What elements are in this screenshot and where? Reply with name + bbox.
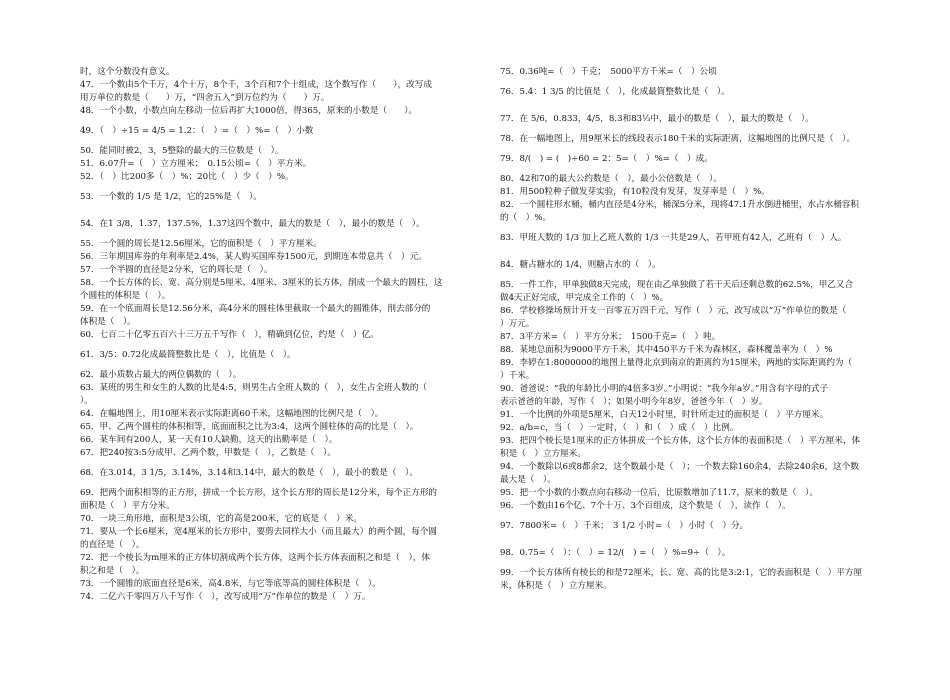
question-line: 做4天正好完成，甲完成全工作的（ ）%。 bbox=[500, 293, 669, 303]
question-line: 93．把四个棱长是1厘米的正方体拼成一个长方体，这个长方体的表面积是（ ）平方厘米，体 bbox=[500, 436, 861, 446]
question-line: 88．某地总面积为9000平方千米，其中450平方千米为森林区，森林覆盖率为（ ）% bbox=[500, 345, 833, 355]
question-line: 72．把一个棱长为m厘米的正方体切割成两个长方体，这两个长方体表面积之和是（ ），体 bbox=[80, 553, 430, 563]
question-line: 64．在幅地图上，用10厘米表示实际距离60千米，这幅地图的比例尺是（ ）。 bbox=[80, 409, 384, 419]
question-line: 48．一个小数，小数点向左移动一位后再扩大1000倍，得365，原来的小数是（ ）。 bbox=[80, 106, 418, 116]
question-line: 95．把一个小数的小数点向右移动一位后，比原数增加了11.7，原来的数是（ ）。 bbox=[500, 488, 818, 498]
question-line: 67．把240按3:5分成甲、乙两个数，甲数是（ ），乙数是（ ）。 bbox=[80, 448, 337, 458]
spacer bbox=[500, 126, 892, 133]
question-line: 65．甲、乙两个圆柱的体积相等，底面面积之比为3:4，这两个圆柱体的高的比是（ ）。 bbox=[80, 422, 419, 432]
spacer bbox=[500, 540, 892, 547]
question-line: 面积是（ ）平方分米。 bbox=[80, 501, 175, 511]
question-line: 86．学校修操场预计开支一百零五万四千元，写作（ ）元，改写成以“万”作单位的数是（ bbox=[500, 306, 847, 316]
question-line: 58．一个长方体的长、宽、高分别是5厘米、4厘米、3厘米的长方体，削成一个最大的圆柱，这 bbox=[80, 278, 443, 288]
question-line: ）千米。 bbox=[500, 371, 535, 381]
spacer bbox=[500, 99, 892, 106]
question-line: 米，体积是（ ）立方厘米。 bbox=[500, 581, 612, 591]
question-line: 69．把两个面积相等的正方形，拼成一个长方形，这个长方形的周长是12分米，每个正方形的 bbox=[80, 488, 438, 498]
question-line: 52．（ ）比200多（ ）%；20比（ ）少（ ）%。 bbox=[80, 172, 294, 182]
spacer bbox=[80, 184, 460, 191]
spacer bbox=[500, 106, 892, 113]
spacer bbox=[80, 204, 460, 211]
question-line: 77．在 5/6，0.833，4/5，8.3和83⅓中，最小的数是（ ），最大的数是（ ）。 bbox=[500, 114, 814, 124]
spacer bbox=[500, 560, 892, 567]
question-line: ）。 bbox=[80, 396, 93, 406]
question-line: 积之和是（ ）。 bbox=[80, 566, 145, 576]
question-line: 80．42和70的最大公约数是（ ），最小公倍数是（ ）。 bbox=[500, 174, 722, 184]
question-line: 92．a/b=c，当（ ）一定时，（ ）和（ ）成（ ）比例。 bbox=[500, 423, 739, 433]
question-line: 61．3/5：0.72化成最简整数比是（ ），比值是（ ）。 bbox=[80, 350, 296, 360]
question-line: 59．在一个底面周长是12.56分米，高4分米的圆柱体里截取一个最大的圆锥体，削去部分的 bbox=[80, 304, 431, 314]
spacer bbox=[500, 272, 892, 279]
spacer bbox=[80, 118, 460, 125]
question-line: 68．在3.014，3 1/5，3.14%，3.14和3.14中，最大的数是（ ），最小的数是（ ）。 bbox=[80, 468, 418, 478]
question-line: 51．6.07升=（ ）立方厘米； 0.15公顷=（ ）平方米。 bbox=[80, 159, 312, 169]
spacer bbox=[80, 211, 460, 218]
question-line: 56．三年期国库券的年利率是2.4%，某人购买国库券1500元，到期连本带息共（ ）元。 bbox=[80, 252, 427, 262]
question-line: ）万元。 bbox=[500, 319, 535, 329]
question-line: 97．7800米=（ ）千米； 3 1/2 小时=（ ）小时（ ）分。 bbox=[500, 521, 749, 531]
question-line: 个圆柱的体积是（ ）。 bbox=[80, 291, 171, 301]
spacer bbox=[500, 225, 892, 232]
question-line: 84．糖占糖水的 1/4，则糖占水的（ ）。 bbox=[500, 260, 661, 270]
spacer bbox=[80, 138, 460, 145]
question-line: 98．0.75=（ ）：（ ）= 12/( ) =（ ）%=9÷（ ）。 bbox=[500, 548, 731, 558]
spacer bbox=[80, 362, 460, 369]
question-line: 82．一个圆柱形水桶，桶内直径是4分米，桶深5分米，现将47.1升水倒进桶里，水占水桶容积 bbox=[500, 200, 859, 210]
spacer bbox=[80, 480, 460, 487]
question-line: 94．一个数除以6或8都余2，这个数最小是（ ）；一个数去除160余4，去除240余6，这个数 bbox=[500, 462, 859, 472]
spacer bbox=[500, 513, 892, 520]
question-line: 91．一个比例的外项是5厘米，白天12小时里，时针所走过的面积是（ ）平方厘米。 bbox=[500, 410, 829, 420]
right-column bbox=[500, 66, 892, 593]
question-line: 73．一个圆锥的底面直径是6米，高4.8米，与它等底等高的圆柱体积是（ ）。 bbox=[80, 579, 381, 589]
question-line: 49．（ ）÷15 = 4/5 = 1.2：（ ）=（ ）%=（ ）小数 bbox=[80, 126, 314, 136]
question-line: 最大是（ ）。 bbox=[500, 475, 556, 485]
question-line: 时，这个分数没有意义。 bbox=[80, 67, 175, 77]
question-line: 55．一个圆的周长是12.56厘米，它的面积是（ ）平方厘米。 bbox=[80, 239, 322, 249]
question-line: 90．爸爸说：“我的年龄比小明的4倍多3岁。”小明说：“我今年a岁。”用含有字母的式子 bbox=[500, 384, 829, 394]
question-line: 60．七百二十亿零五百六十三万五千写作（ ），精确到亿位，约是（ ）亿。 bbox=[80, 330, 379, 340]
spacer bbox=[80, 460, 460, 467]
question-line: 57．一个半圆的直径是2分米，它的周长是（ ）。 bbox=[80, 265, 273, 275]
question-line: 75．0.36吨=（ ）千克； 5000平方千米=（ ）公顷 bbox=[500, 67, 717, 77]
question-line: 83．甲班人数的 1/3 加上乙班人数的 1/3 一共是29人，若甲班有42人，乙班有（ ）人。 bbox=[500, 233, 847, 243]
spacer bbox=[500, 146, 892, 153]
question-line: 79．8/( ) = ( )÷60 = 2：5=（ ）%=（ ）成。 bbox=[500, 154, 713, 164]
question-line: 用万单位的数是（ ）万，“四舍五入”到万位约为（ ）万。 bbox=[80, 93, 330, 103]
question-line: 53．一个数的 1/5 是 1/2，它的25%是（ ）。 bbox=[80, 192, 262, 202]
question-line: 99．一个长方体所有棱长的和是72厘米，长、宽、高的比是3:2:1，它的表面积是（ ）平方厘 bbox=[500, 568, 863, 578]
question-line: 54．在1 3/8，1.37，137.5%，1.37这四个数中，最大的数是（ ），最小的数是（ ）。 bbox=[80, 219, 425, 229]
spacer bbox=[500, 533, 892, 540]
question-line: 87．3平方米=（ ）平方分米； 1500千克=（ ）吨。 bbox=[500, 332, 721, 342]
question-line: 70．一块三角形地，面积是3公顷，它的高是200米，它的底是（ ）米。 bbox=[80, 514, 363, 524]
question-line: 表示爸爸的年龄，写作（ ）；如果小明今年8岁，爸爸今年（ ）岁。 bbox=[500, 397, 768, 407]
question-line: 89．李婷在1:8000000的地图上量得北京到南京的距离约为15厘米，两地的实际距离约为（ bbox=[500, 358, 853, 368]
spacer bbox=[500, 252, 892, 259]
left-column bbox=[80, 66, 460, 604]
question-line: 76．5.4：1 3/5 的比值是（ ），化成最简整数比是（ ）。 bbox=[500, 87, 730, 97]
spacer bbox=[80, 231, 460, 238]
question-line: 96．一个数由16个亿、7个十万、3个百组成，这个数是（ ），读作（ ）。 bbox=[500, 501, 791, 511]
question-line: 47．一个数由5个千万，4个十万，8个千，3个百和7个十组成，这个数写作（ ），改写成 bbox=[80, 80, 432, 90]
spacer bbox=[80, 342, 460, 349]
question-line: 的直径是（ ）。 bbox=[80, 540, 145, 550]
question-line: 62．最小质数占最大的两位偶数的（ ）。 bbox=[80, 370, 242, 380]
question-line: 81．用500粒种子做发芽实验，有10粒没有发芽，发芽率是（ ）%。 bbox=[500, 187, 770, 197]
question-line: 的（ ）%。 bbox=[500, 213, 552, 223]
question-line: 积是（ ）立方厘米。 bbox=[500, 449, 586, 459]
question-line: 85．一件工作，甲单独做8天完成，现在由乙单独做了若干天后还剩总数的62.5%，甲乙又合 bbox=[500, 280, 854, 290]
question-line: 50．能同时被2，3，5整除的最大的三位数是（ ）。 bbox=[80, 146, 284, 156]
question-line: 78．在一幅地图上，用9厘米长的线段表示180千米的实际距离，这幅地图的比例尺是（ ）。 bbox=[500, 134, 856, 144]
question-line: 66．某车间有200人，某一天有10人缺勤，这天的出勤率是（ ）。 bbox=[80, 435, 338, 445]
spacer bbox=[500, 79, 892, 86]
question-line: 74．二亿六千零四万八千写作（ ），改写成用“万”作单位的数是（ ）万。 bbox=[80, 592, 371, 602]
question-line: 63．某班的男生和女生的人数的比是4:5，则男生占全班人数的（ ），女生占全班人数的（ bbox=[80, 383, 428, 393]
question-line: 体积是（ ）。 bbox=[80, 317, 136, 327]
question-line: 71．要从一个长6厘米，宽4厘米的长方形中，要剪去同样大小（而且最大）的两个圆，每个圆 bbox=[80, 527, 438, 537]
spacer bbox=[500, 166, 892, 173]
spacer bbox=[500, 245, 892, 252]
